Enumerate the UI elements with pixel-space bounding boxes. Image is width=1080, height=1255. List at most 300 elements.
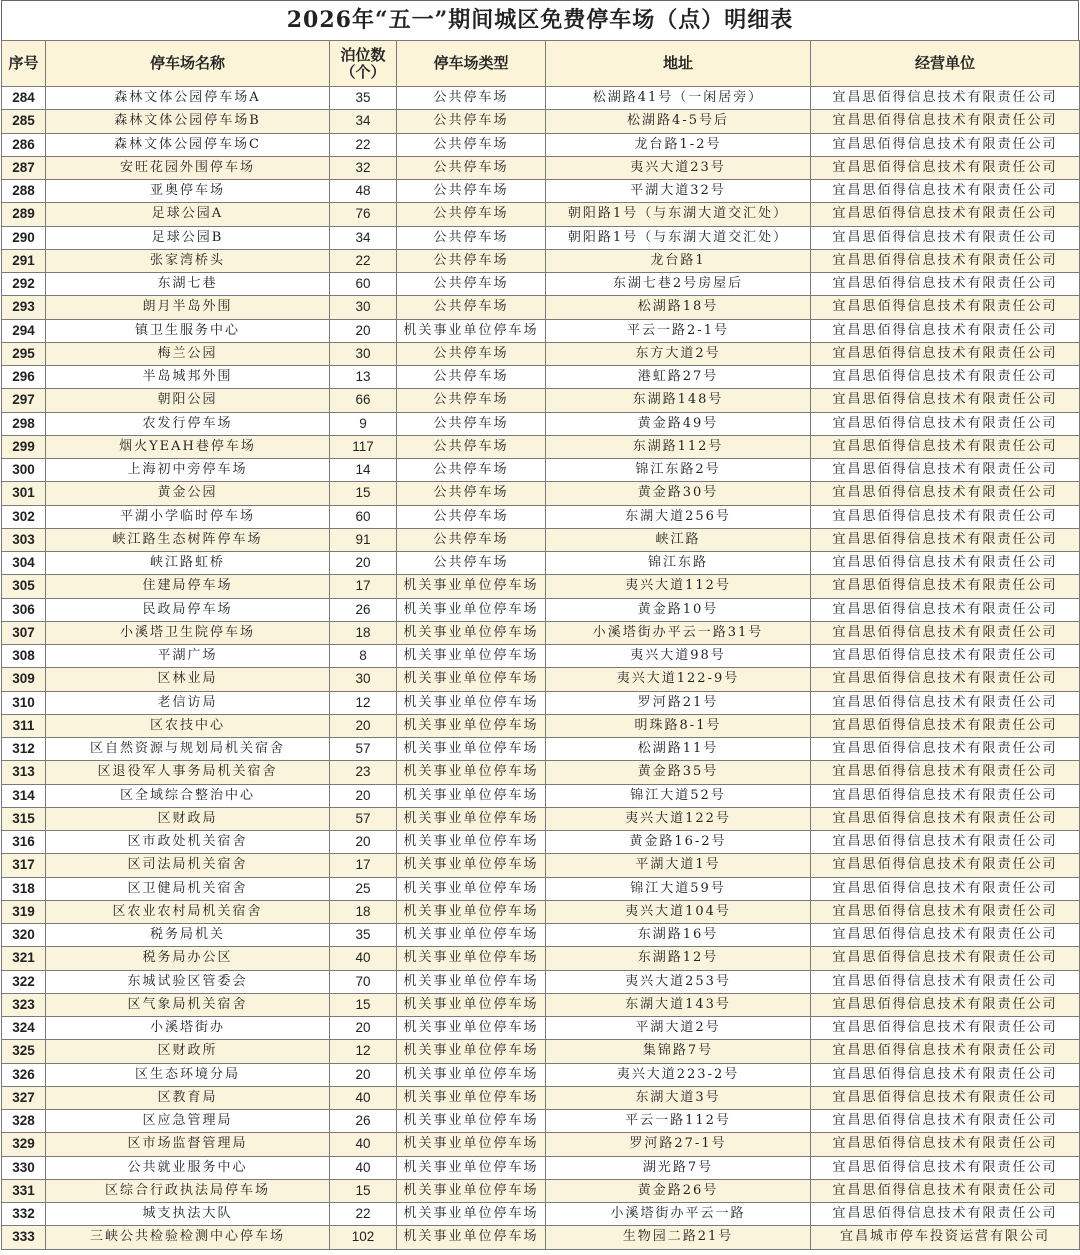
table-row	[2, 1063, 1080, 1086]
cell-operator: 宜昌思佰得信息技术有限责任公司	[811, 133, 1080, 156]
header-row	[2, 41, 1080, 87]
cell-name: 区财政局	[46, 807, 330, 830]
cell-type: 机关事业单位停车场	[397, 1086, 546, 1109]
cell-name: 朗月半岛外围	[46, 296, 330, 319]
header-capacity-line2: （个）	[340, 62, 386, 81]
cell-operator: 宜昌思佰得信息技术有限责任公司	[811, 1110, 1080, 1133]
header-address: 地址	[546, 41, 811, 87]
cell-type: 机关事业单位停车场	[397, 1226, 546, 1249]
cell-operator: 宜昌思佰得信息技术有限责任公司	[811, 296, 1080, 319]
cell-capacity: 34	[330, 226, 397, 249]
cell-address: 明珠路8-1号	[546, 714, 811, 737]
cell-name: 森林文体公园停车场A	[46, 87, 330, 110]
cell-type: 机关事业单位停车场	[397, 877, 546, 900]
cell-no: 320	[2, 924, 46, 947]
cell-type: 机关事业单位停车场	[397, 831, 546, 854]
cell-no: 309	[2, 668, 46, 691]
cell-name: 镇卫生服务中心	[46, 319, 330, 342]
cell-operator: 宜昌思佰得信息技术有限责任公司	[811, 924, 1080, 947]
cell-operator: 宜昌思佰得信息技术有限责任公司	[811, 1179, 1080, 1202]
cell-no: 325	[2, 1040, 46, 1063]
cell-name: 森林文体公园停车场B	[46, 110, 330, 133]
header-name: 停车场名称	[46, 41, 330, 87]
cell-operator: 宜昌思佰得信息技术有限责任公司	[811, 1086, 1080, 1109]
cell-capacity: 48	[330, 180, 397, 203]
cell-type: 公共停车场	[397, 552, 546, 575]
cell-no: 289	[2, 203, 46, 226]
cell-no: 328	[2, 1110, 46, 1133]
cell-type: 公共停车场	[397, 296, 546, 319]
table-row	[2, 505, 1080, 528]
cell-capacity: 91	[330, 528, 397, 551]
cell-type: 机关事业单位停车场	[397, 854, 546, 877]
cell-type: 机关事业单位停车场	[397, 993, 546, 1016]
cell-no: 324	[2, 1017, 46, 1040]
cell-type: 机关事业单位停车场	[397, 575, 546, 598]
cell-address: 夷兴大道112号	[546, 575, 811, 598]
cell-address: 平湖大道1号	[546, 854, 811, 877]
table-row	[2, 1017, 1080, 1040]
cell-name: 小溪塔卫生院停车场	[46, 621, 330, 644]
table-body	[2, 87, 1080, 1250]
header-capacity-line1: 泊位数	[340, 45, 386, 64]
cell-address: 黄金路16-2号	[546, 831, 811, 854]
cell-no: 327	[2, 1086, 46, 1109]
cell-address: 黄金路10号	[546, 598, 811, 621]
cell-address: 东湖大道256号	[546, 505, 811, 528]
cell-address: 黄金路49号	[546, 412, 811, 435]
cell-capacity: 35	[330, 87, 397, 110]
cell-capacity: 22	[330, 1203, 397, 1226]
table-row	[2, 947, 1080, 970]
cell-no: 331	[2, 1179, 46, 1202]
cell-type: 机关事业单位停车场	[397, 1133, 546, 1156]
header-operator: 经营单位	[811, 41, 1080, 87]
cell-no: 323	[2, 993, 46, 1016]
cell-operator: 宜昌思佰得信息技术有限责任公司	[811, 342, 1080, 365]
cell-type: 机关事业单位停车场	[397, 900, 546, 923]
cell-name: 梅兰公园	[46, 342, 330, 365]
cell-operator: 宜昌思佰得信息技术有限责任公司	[811, 319, 1080, 342]
table-row	[2, 226, 1080, 249]
cell-name: 区生态环境分局	[46, 1063, 330, 1086]
table-row	[2, 249, 1080, 272]
cell-name: 税务局机关	[46, 924, 330, 947]
table-row	[2, 807, 1080, 830]
parking-table-sheet	[1, 0, 1079, 1250]
cell-name: 亚奥停车场	[46, 180, 330, 203]
cell-capacity: 26	[330, 1110, 397, 1133]
cell-name: 区财政所	[46, 1040, 330, 1063]
cell-name: 农发行停车场	[46, 412, 330, 435]
cell-type: 公共停车场	[397, 156, 546, 179]
cell-operator: 宜昌思佰得信息技术有限责任公司	[811, 807, 1080, 830]
cell-no: 312	[2, 738, 46, 761]
cell-no: 332	[2, 1203, 46, 1226]
table-row	[2, 598, 1080, 621]
cell-no: 319	[2, 900, 46, 923]
cell-no: 291	[2, 249, 46, 272]
cell-capacity: 22	[330, 133, 397, 156]
cell-name: 区自然资源与规划局机关宿舍	[46, 738, 330, 761]
cell-type: 机关事业单位停车场	[397, 1156, 546, 1179]
cell-address: 东湖大道143号	[546, 993, 811, 1016]
table-row	[2, 412, 1080, 435]
cell-address: 平云一路112号	[546, 1110, 811, 1133]
cell-address: 松湖路41号（一闲居旁）	[546, 87, 811, 110]
cell-operator: 宜昌思佰得信息技术有限责任公司	[811, 366, 1080, 389]
cell-address: 罗河路21号	[546, 691, 811, 714]
cell-name: 小溪塔街办	[46, 1017, 330, 1040]
table-row	[2, 366, 1080, 389]
cell-operator: 宜昌思佰得信息技术有限责任公司	[811, 993, 1080, 1016]
cell-address: 黄金路26号	[546, 1179, 811, 1202]
cell-capacity: 60	[330, 505, 397, 528]
cell-no: 299	[2, 435, 46, 458]
cell-no: 311	[2, 714, 46, 737]
cell-address: 朝阳路1号（与东湖大道交汇处）	[546, 203, 811, 226]
cell-name: 区卫健局机关宿舍	[46, 877, 330, 900]
cell-no: 321	[2, 947, 46, 970]
cell-address: 平湖大道2号	[546, 1017, 811, 1040]
cell-capacity: 15	[330, 993, 397, 1016]
cell-operator: 宜昌思佰得信息技术有限责任公司	[811, 831, 1080, 854]
cell-address: 东湖大道3号	[546, 1086, 811, 1109]
cell-address: 平云一路2-1号	[546, 319, 811, 342]
cell-type: 机关事业单位停车场	[397, 784, 546, 807]
table-row	[2, 110, 1080, 133]
cell-type: 机关事业单位停车场	[397, 668, 546, 691]
cell-operator: 宜昌思佰得信息技术有限责任公司	[811, 482, 1080, 505]
cell-operator: 宜昌思佰得信息技术有限责任公司	[811, 900, 1080, 923]
cell-name: 区农技中心	[46, 714, 330, 737]
cell-operator: 宜昌思佰得信息技术有限责任公司	[811, 621, 1080, 644]
cell-type: 公共停车场	[397, 133, 546, 156]
cell-type: 公共停车场	[397, 389, 546, 412]
cell-no: 298	[2, 412, 46, 435]
table-row	[2, 761, 1080, 784]
cell-capacity: 20	[330, 1017, 397, 1040]
cell-type: 机关事业单位停车场	[397, 714, 546, 737]
cell-address: 黄金路35号	[546, 761, 811, 784]
cell-address: 黄金路30号	[546, 482, 811, 505]
cell-name: 区教育局	[46, 1086, 330, 1109]
cell-operator: 宜昌思佰得信息技术有限责任公司	[811, 598, 1080, 621]
cell-address: 锦江大道59号	[546, 877, 811, 900]
cell-capacity: 57	[330, 738, 397, 761]
cell-capacity: 34	[330, 110, 397, 133]
cell-capacity: 66	[330, 389, 397, 412]
cell-operator: 宜昌思佰得信息技术有限责任公司	[811, 203, 1080, 226]
cell-operator: 宜昌思佰得信息技术有限责任公司	[811, 1133, 1080, 1156]
cell-address: 松湖路18号	[546, 296, 811, 319]
cell-address: 松湖路4-5号后	[546, 110, 811, 133]
table-row	[2, 691, 1080, 714]
cell-capacity: 20	[330, 714, 397, 737]
cell-capacity: 9	[330, 412, 397, 435]
table-row	[2, 296, 1080, 319]
table-row	[2, 389, 1080, 412]
cell-type: 公共停车场	[397, 366, 546, 389]
cell-capacity: 117	[330, 435, 397, 458]
cell-type: 机关事业单位停车场	[397, 319, 546, 342]
cell-capacity: 20	[330, 1063, 397, 1086]
table-row	[2, 621, 1080, 644]
table-row	[2, 342, 1080, 365]
cell-address: 平湖大道32号	[546, 180, 811, 203]
cell-type: 公共停车场	[397, 459, 546, 482]
cell-name: 区退役军人事务局机关宿舍	[46, 761, 330, 784]
cell-name: 区农业农村局机关宿舍	[46, 900, 330, 923]
cell-capacity: 20	[330, 319, 397, 342]
cell-operator: 宜昌思佰得信息技术有限责任公司	[811, 1203, 1080, 1226]
cell-operator: 宜昌思佰得信息技术有限责任公司	[811, 528, 1080, 551]
table-row	[2, 970, 1080, 993]
cell-capacity: 20	[330, 831, 397, 854]
cell-operator: 宜昌思佰得信息技术有限责任公司	[811, 110, 1080, 133]
cell-no: 288	[2, 180, 46, 203]
cell-no: 314	[2, 784, 46, 807]
cell-type: 公共停车场	[397, 482, 546, 505]
table-row	[2, 575, 1080, 598]
table-row	[2, 180, 1080, 203]
cell-capacity: 17	[330, 575, 397, 598]
cell-capacity: 20	[330, 784, 397, 807]
table-row	[2, 668, 1080, 691]
cell-name: 安旺花园外围停车场	[46, 156, 330, 179]
cell-name: 东城试验区管委会	[46, 970, 330, 993]
table-row	[2, 924, 1080, 947]
cell-operator: 宜昌思佰得信息技术有限责任公司	[811, 738, 1080, 761]
cell-address: 夷兴大道122号	[546, 807, 811, 830]
table-row	[2, 738, 1080, 761]
cell-type: 机关事业单位停车场	[397, 761, 546, 784]
cell-name: 平湖小学临时停车场	[46, 505, 330, 528]
cell-type: 公共停车场	[397, 435, 546, 458]
cell-operator: 宜昌思佰得信息技术有限责任公司	[811, 877, 1080, 900]
cell-address: 夷兴大道253号	[546, 970, 811, 993]
cell-operator: 宜昌思佰得信息技术有限责任公司	[811, 505, 1080, 528]
cell-operator: 宜昌思佰得信息技术有限责任公司	[811, 226, 1080, 249]
cell-type: 机关事业单位停车场	[397, 924, 546, 947]
cell-capacity: 23	[330, 761, 397, 784]
cell-operator: 宜昌思佰得信息技术有限责任公司	[811, 714, 1080, 737]
cell-no: 322	[2, 970, 46, 993]
cell-no: 302	[2, 505, 46, 528]
cell-no: 330	[2, 1156, 46, 1179]
cell-capacity: 35	[330, 924, 397, 947]
cell-operator: 宜昌思佰得信息技术有限责任公司	[811, 691, 1080, 714]
cell-address: 港虹路27号	[546, 366, 811, 389]
cell-operator: 宜昌思佰得信息技术有限责任公司	[811, 761, 1080, 784]
cell-type: 机关事业单位停车场	[397, 970, 546, 993]
cell-address: 夷兴大道23号	[546, 156, 811, 179]
table-row	[2, 1086, 1080, 1109]
cell-address: 锦江东路2号	[546, 459, 811, 482]
cell-name: 三峡公共检验检测中心停车场	[46, 1226, 330, 1249]
cell-type: 公共停车场	[397, 87, 546, 110]
cell-capacity: 32	[330, 156, 397, 179]
table-row	[2, 459, 1080, 482]
cell-name: 上海初中旁停车场	[46, 459, 330, 482]
cell-no: 333	[2, 1226, 46, 1249]
cell-address: 东湖路112号	[546, 435, 811, 458]
cell-address: 锦江大道52号	[546, 784, 811, 807]
cell-type: 机关事业单位停车场	[397, 645, 546, 668]
cell-name: 东湖七巷	[46, 273, 330, 296]
cell-no: 308	[2, 645, 46, 668]
cell-no: 307	[2, 621, 46, 644]
cell-no: 303	[2, 528, 46, 551]
cell-no: 313	[2, 761, 46, 784]
cell-address: 夷兴大道223-2号	[546, 1063, 811, 1086]
cell-capacity: 40	[330, 1133, 397, 1156]
cell-type: 机关事业单位停车场	[397, 947, 546, 970]
cell-address: 东湖七巷2号房屋后	[546, 273, 811, 296]
cell-operator: 宜昌思佰得信息技术有限责任公司	[811, 1063, 1080, 1086]
cell-capacity: 40	[330, 1086, 397, 1109]
cell-type: 公共停车场	[397, 342, 546, 365]
cell-address: 东方大道2号	[546, 342, 811, 365]
cell-no: 318	[2, 877, 46, 900]
cell-capacity: 25	[330, 877, 397, 900]
table-row	[2, 714, 1080, 737]
cell-no: 290	[2, 226, 46, 249]
cell-address: 小溪塔街办平云一路	[546, 1203, 811, 1226]
header-no: 序号	[2, 41, 46, 87]
cell-no: 294	[2, 319, 46, 342]
table-row	[2, 156, 1080, 179]
cell-type: 公共停车场	[397, 226, 546, 249]
cell-no: 295	[2, 342, 46, 365]
cell-name: 平湖广场	[46, 645, 330, 668]
cell-address: 夷兴大道98号	[546, 645, 811, 668]
cell-operator: 宜昌思佰得信息技术有限责任公司	[811, 156, 1080, 179]
cell-operator: 宜昌思佰得信息技术有限责任公司	[811, 970, 1080, 993]
cell-no: 306	[2, 598, 46, 621]
cell-operator: 宜昌思佰得信息技术有限责任公司	[811, 1017, 1080, 1040]
cell-operator: 宜昌思佰得信息技术有限责任公司	[811, 435, 1080, 458]
cell-capacity: 40	[330, 1156, 397, 1179]
cell-capacity: 18	[330, 900, 397, 923]
cell-capacity: 20	[330, 552, 397, 575]
cell-capacity: 30	[330, 296, 397, 319]
table-row	[2, 784, 1080, 807]
cell-no: 310	[2, 691, 46, 714]
cell-no: 326	[2, 1063, 46, 1086]
cell-no: 315	[2, 807, 46, 830]
cell-operator: 宜昌思佰得信息技术有限责任公司	[811, 273, 1080, 296]
cell-capacity: 12	[330, 1040, 397, 1063]
table-row	[2, 133, 1080, 156]
table-row	[2, 552, 1080, 575]
cell-name: 税务局办公区	[46, 947, 330, 970]
cell-type: 机关事业单位停车场	[397, 691, 546, 714]
cell-capacity: 15	[330, 482, 397, 505]
cell-operator: 宜昌城市停车投资运营有限公司	[811, 1226, 1080, 1249]
cell-capacity: 70	[330, 970, 397, 993]
cell-no: 292	[2, 273, 46, 296]
cell-operator: 宜昌思佰得信息技术有限责任公司	[811, 389, 1080, 412]
cell-name: 烟火YEAH巷停车场	[46, 435, 330, 458]
cell-name: 区应急管理局	[46, 1110, 330, 1133]
table-row	[2, 1040, 1080, 1063]
cell-type: 公共停车场	[397, 505, 546, 528]
table-row	[2, 482, 1080, 505]
cell-no: 296	[2, 366, 46, 389]
cell-operator: 宜昌思佰得信息技术有限责任公司	[811, 575, 1080, 598]
cell-no: 285	[2, 110, 46, 133]
cell-name: 半岛城邦外围	[46, 366, 330, 389]
table-row	[2, 203, 1080, 226]
cell-type: 机关事业单位停车场	[397, 1110, 546, 1133]
table-row	[2, 831, 1080, 854]
cell-type: 机关事业单位停车场	[397, 1040, 546, 1063]
cell-name: 张家湾桥头	[46, 249, 330, 272]
cell-operator: 宜昌思佰得信息技术有限责任公司	[811, 668, 1080, 691]
header-type: 停车场类型	[397, 41, 546, 87]
table-row	[2, 877, 1080, 900]
cell-name: 公共就业服务中心	[46, 1156, 330, 1179]
cell-operator: 宜昌思佰得信息技术有限责任公司	[811, 552, 1080, 575]
cell-address: 东湖路12号	[546, 947, 811, 970]
cell-name: 朝阳公园	[46, 389, 330, 412]
cell-type: 机关事业单位停车场	[397, 621, 546, 644]
cell-capacity: 8	[330, 645, 397, 668]
cell-capacity: 22	[330, 249, 397, 272]
cell-no: 316	[2, 831, 46, 854]
cell-type: 机关事业单位停车场	[397, 1017, 546, 1040]
cell-no: 300	[2, 459, 46, 482]
cell-no: 305	[2, 575, 46, 598]
cell-address: 罗河路27-1号	[546, 1133, 811, 1156]
cell-type: 公共停车场	[397, 110, 546, 133]
table-row	[2, 1203, 1080, 1226]
cell-capacity: 102	[330, 1226, 397, 1249]
cell-name: 老信访局	[46, 691, 330, 714]
cell-name: 区市场监督管理局	[46, 1133, 330, 1156]
table-row	[2, 1133, 1080, 1156]
cell-address: 夷兴大道122-9号	[546, 668, 811, 691]
cell-capacity: 15	[330, 1179, 397, 1202]
cell-type: 机关事业单位停车场	[397, 1203, 546, 1226]
cell-address: 锦江东路	[546, 552, 811, 575]
cell-type: 机关事业单位停车场	[397, 807, 546, 830]
cell-no: 297	[2, 389, 46, 412]
cell-name: 区综合行政执法局停车场	[46, 1179, 330, 1202]
table-row	[2, 1156, 1080, 1179]
cell-name: 足球公园A	[46, 203, 330, 226]
cell-address: 龙台路1	[546, 249, 811, 272]
cell-type: 公共停车场	[397, 180, 546, 203]
cell-type: 公共停车场	[397, 528, 546, 551]
cell-address: 峡江路	[546, 528, 811, 551]
cell-type: 公共停车场	[397, 249, 546, 272]
cell-operator: 宜昌思佰得信息技术有限责任公司	[811, 412, 1080, 435]
cell-name: 区司法局机关宿舍	[46, 854, 330, 877]
cell-operator: 宜昌思佰得信息技术有限责任公司	[811, 947, 1080, 970]
table-row	[2, 319, 1080, 342]
cell-capacity: 57	[330, 807, 397, 830]
table-row	[2, 900, 1080, 923]
cell-operator: 宜昌思佰得信息技术有限责任公司	[811, 180, 1080, 203]
cell-name: 区市政处机关宿舍	[46, 831, 330, 854]
cell-address: 朝阳路1号（与东湖大道交汇处）	[546, 226, 811, 249]
table-row	[2, 1110, 1080, 1133]
cell-operator: 宜昌思佰得信息技术有限责任公司	[811, 459, 1080, 482]
cell-type: 机关事业单位停车场	[397, 598, 546, 621]
cell-capacity: 40	[330, 947, 397, 970]
